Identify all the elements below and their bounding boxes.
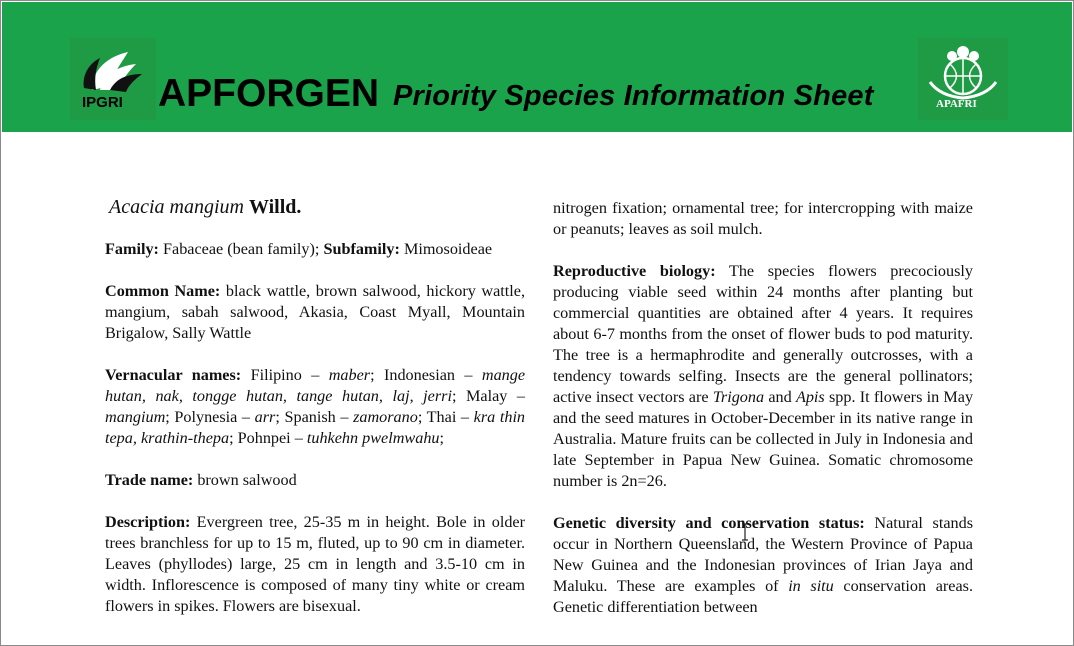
in-situ-term: in situ bbox=[788, 577, 834, 595]
apafri-logo-text: APAFRI bbox=[936, 98, 977, 110]
vernacular-text: ; Indonesian – bbox=[370, 366, 473, 384]
reproductive-biology-text: spp. It flowers in May and the seed matures in October-December in its native range in Australia. Mature fruits can be collected in July in Indonesia and late September in Papua New Guinea. Somatic chromosome number is 2n=26. bbox=[553, 388, 974, 490]
vernacular-name: tuhkehn pwelmwahu bbox=[306, 429, 440, 447]
trade-name-label: Trade name: bbox=[105, 471, 194, 489]
vernacular-name: maber bbox=[328, 366, 371, 384]
left-column bbox=[105, 191, 525, 638]
vernacular-paragraph bbox=[105, 365, 525, 449]
subfamily-text: Mimosoideae bbox=[403, 240, 493, 258]
common-name-label: Common Name: bbox=[105, 282, 221, 300]
reproductive-biology-paragraph bbox=[553, 261, 973, 492]
vernacular-text: ; Pohnpei – bbox=[229, 429, 303, 447]
reproductive-biology-text: and bbox=[768, 388, 792, 406]
vernacular-text: ; Malay – bbox=[451, 387, 525, 405]
vernacular-text: ; bbox=[439, 429, 445, 447]
reproductive-biology-label: Reproductive biology: bbox=[553, 262, 716, 280]
sheet-subtitle: Priority Species Information Sheet bbox=[393, 80, 874, 112]
apafri-logo bbox=[918, 38, 1008, 120]
vernacular-name: kra thin tepa, krathin-thepa bbox=[105, 408, 526, 447]
common-name-paragraph bbox=[105, 281, 525, 344]
subfamily-label: Subfamily: bbox=[323, 240, 400, 258]
vernacular-name: mangium bbox=[105, 408, 166, 426]
family-paragraph bbox=[105, 239, 525, 260]
description-label: Description: bbox=[105, 513, 191, 531]
vernacular-label: Vernacular names: bbox=[105, 366, 242, 384]
uses-continued-text: nitrogen fixation; ornamental tree; for intercropping with maize or peanuts; leaves as soil mulch. bbox=[553, 199, 973, 238]
header-banner bbox=[2, 2, 1072, 132]
species-author: Willd. bbox=[248, 196, 302, 218]
vernacular-name: zamorano bbox=[353, 408, 418, 426]
description-text: Evergreen tree, 25-35 m in height. Bole in older trees branchless for up to 15 m, fluted, up to 90 cm in diameter. Leaves (phyllodes) large, 25 cm in length and 3.5-10 cm in width. Inflorescence is composed of many tiny white or cream flowers in spikes. Flowers are bisexual. bbox=[105, 513, 525, 615]
text-cursor-icon bbox=[741, 523, 749, 541]
vernacular-text: ; Polynesia – bbox=[165, 408, 251, 426]
trade-name-text: brown salwood bbox=[197, 471, 297, 489]
sheet-title: APFORGEN bbox=[158, 72, 380, 115]
description-paragraph bbox=[105, 512, 525, 617]
family-text: Fabaceae (bean family); bbox=[163, 240, 320, 258]
vernacular-text: ; Spanish – bbox=[275, 408, 349, 426]
reproductive-biology-text: The species flowers precociously producing viable seed within 24 months after planting but commercial quantities are obtained after 4 years. It requires about 6-7 months from the onset of flower buds to pod maturity. The tree is a hermaphrodite and generally outcrosses, with a tendency towards selfing. Insects are the general pollinators; active insect vectors are bbox=[553, 262, 973, 406]
vernacular-text: Filipino – bbox=[250, 366, 320, 384]
common-name-text: black wattle, brown salwood, hickory wattle, mangium, sabah salwood, Akasia, Coast Myall, Mountain Brigalow, Sally Wattle bbox=[105, 282, 526, 342]
genus-name: Apis bbox=[795, 388, 825, 406]
vernacular-name: arr bbox=[254, 408, 276, 426]
family-label: Family: bbox=[105, 240, 159, 258]
genetic-diversity-text: Natural stands occur in Northern Queensland, the Western Province of Papua New Guinea and the Indonesian provinces of Irian Jaya and Maluku. These are examples of bbox=[553, 514, 973, 595]
species-heading bbox=[109, 197, 525, 218]
genetic-diversity-text: conservation areas. Genetic differentiation between bbox=[553, 577, 973, 616]
genetic-diversity-paragraph bbox=[553, 513, 973, 618]
right-column bbox=[553, 198, 973, 639]
genus-name: Trigona bbox=[712, 388, 765, 406]
ipgri-logo-text: IPGRI bbox=[82, 94, 123, 111]
vernacular-name: mange hutan, nak, tongge hutan, tange hutan, laj, jerri bbox=[105, 366, 526, 405]
species-name: Acacia mangium bbox=[109, 196, 244, 218]
ipgri-logo bbox=[70, 38, 156, 120]
trade-name-paragraph bbox=[105, 470, 525, 491]
genetic-diversity-label: Genetic diversity and conservation status: bbox=[553, 514, 865, 532]
vernacular-text: ; Thai – bbox=[417, 408, 470, 426]
uses-continued-paragraph bbox=[553, 198, 973, 240]
